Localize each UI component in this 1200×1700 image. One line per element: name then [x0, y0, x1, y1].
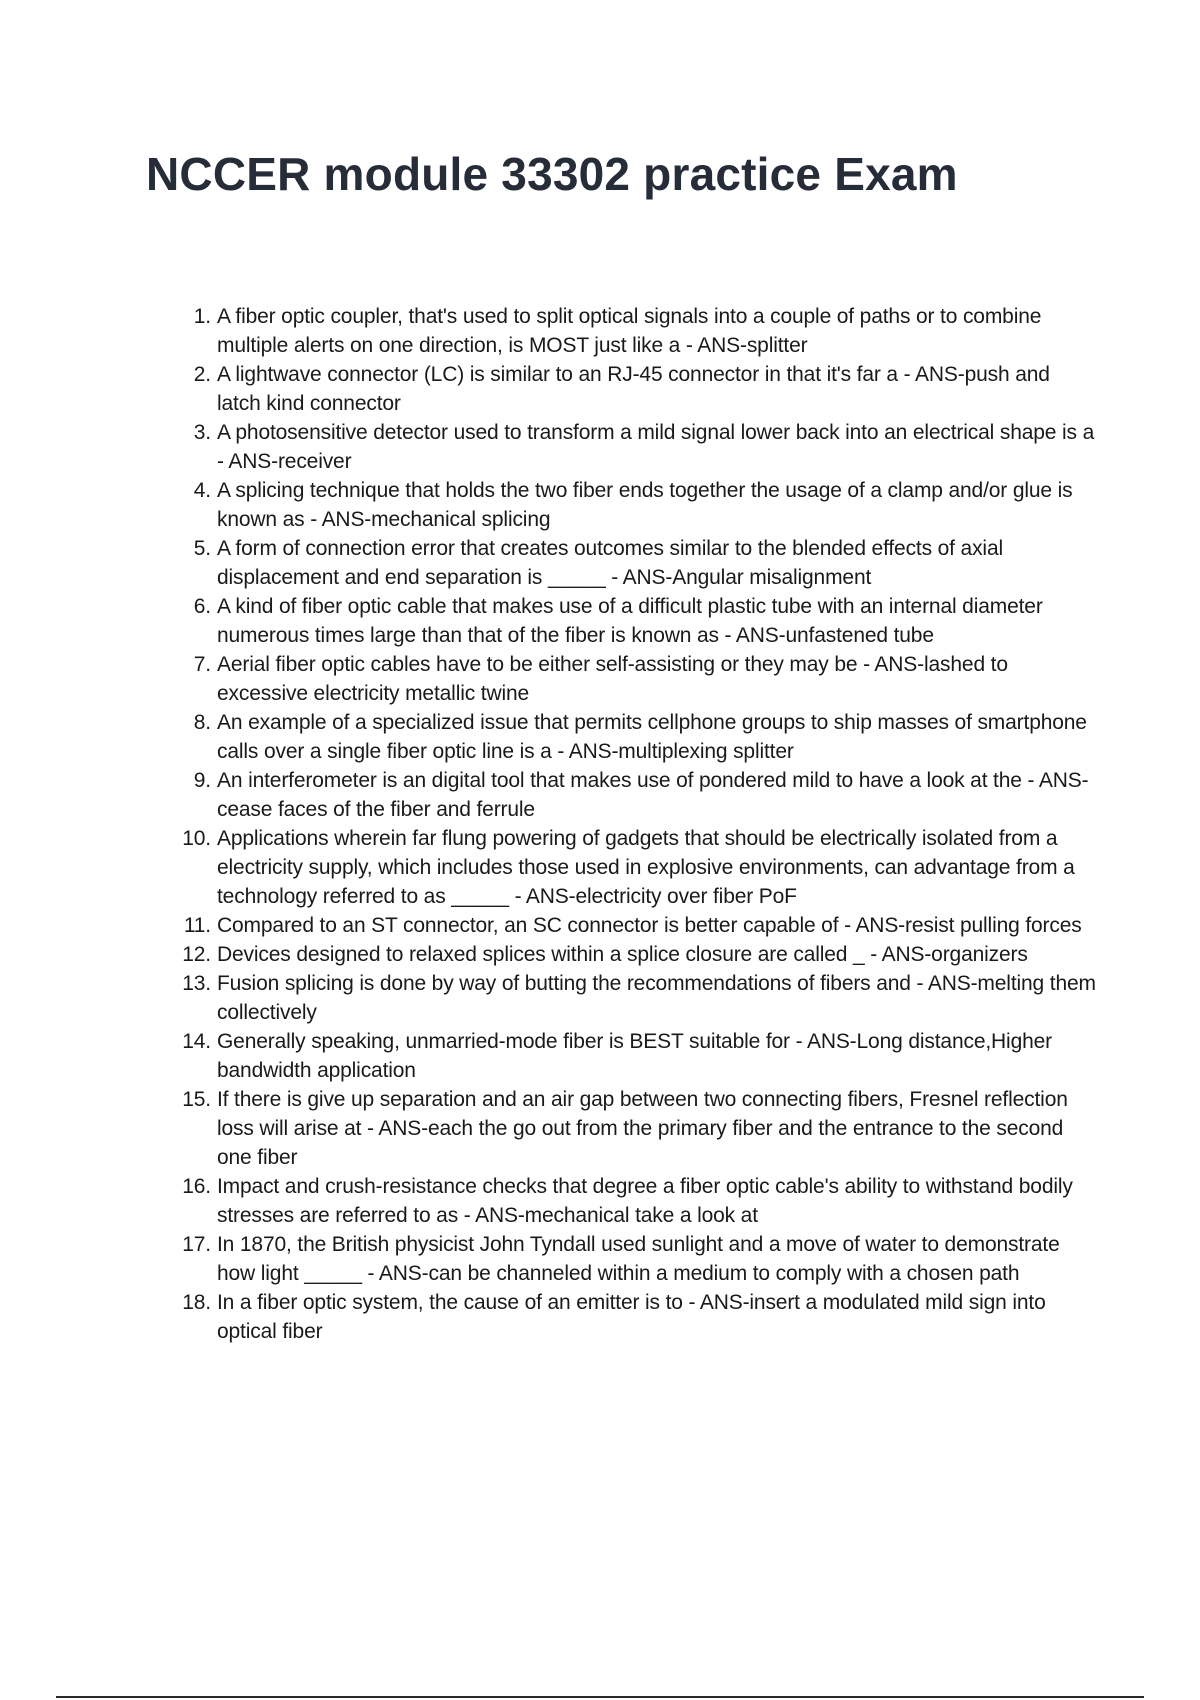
question-text: A fiber optic coupler, that's used to split optical signals into a couple of paths or to combine multiple alerts on one direction, is MOST just like a - ANS-splitter	[217, 305, 1042, 357]
question-item-3	[193, 418, 1097, 476]
question-text: An example of a specialized issue that permits cellphone groups to ship masses of smartphone calls over a single fiber optic line is a - ANS-multiplexing splitter	[217, 711, 1087, 763]
question-text: A form of connection error that creates outcomes similar to the blended effects of axial displacement and end separation is _____ - ANS-Angular misalignment	[217, 537, 1003, 589]
question-number: 4.	[193, 479, 211, 502]
question-text: If there is give up separation and an air gap between two connecting fibers, Fresnel reflection loss will arise at - ANS-each the go out from the primary fiber and the entrance to the second one fiber	[217, 1088, 1068, 1169]
question-number: 1.	[193, 305, 211, 328]
question-text: A photosensitive detector used to transform a mild signal lower back into an electrical shape is a - ANS-receiver	[217, 421, 1095, 473]
question-number: 15.	[182, 1088, 211, 1111]
question-number: 13.	[182, 972, 211, 995]
question-text: Compared to an ST connector, an SC connector is better capable of - ANS-resist pulling forces	[217, 914, 1082, 937]
question-item-11	[183, 911, 1097, 940]
question-number: 9.	[193, 769, 211, 792]
question-number: 18.	[182, 1291, 211, 1314]
question-item-4	[193, 476, 1097, 534]
question-number: 11.	[183, 914, 211, 937]
question-item-15	[182, 1085, 1097, 1172]
question-item-10	[182, 824, 1097, 911]
question-text: Devices designed to relaxed splices within a splice closure are called _ - ANS-organizers	[217, 943, 1028, 966]
footer-divider	[56, 1696, 1144, 1698]
question-item-12	[182, 940, 1097, 969]
question-item-1	[193, 302, 1097, 360]
question-text: A lightwave connector (LC) is similar to an RJ-45 connector in that it's far a - ANS-push and latch kind connector	[217, 363, 1050, 415]
question-item-17	[182, 1230, 1097, 1288]
question-text: A splicing technique that holds the two fiber ends together the usage of a clamp and/or glue is known as - ANS-mechanical splicing	[217, 479, 1073, 531]
question-text: Fusion splicing is done by way of butting the recommendations of fibers and - ANS-melting them collectively	[217, 972, 1096, 1024]
question-number: 16.	[182, 1175, 211, 1198]
question-item-5	[193, 534, 1097, 592]
question-text: Impact and crush-resistance checks that degree a fiber optic cable's ability to withstand bodily stresses are referred to as - ANS-mechanical take a look at	[217, 1175, 1073, 1227]
question-number: 14.	[182, 1030, 211, 1053]
question-item-9	[193, 766, 1097, 824]
question-item-6	[193, 592, 1097, 650]
question-item-13	[182, 969, 1097, 1027]
question-text: In 1870, the British physicist John Tyndall used sunlight and a move of water to demonstrate how light _____ - ANS-can be channeled within a medium to comply with a chosen path	[217, 1233, 1060, 1285]
question-text: Generally speaking, unmarried-mode fiber is BEST suitable for - ANS-Long distance,Higher bandwidth application	[217, 1030, 1052, 1082]
question-text: Applications wherein far flung powering of gadgets that should be electrically isolated from a electricity supply, which includes those used in explosive environments, can advantage from a technology referred to as _____ - ANS-electricity over fiber PoF	[217, 827, 1075, 908]
question-text: In a fiber optic system, the cause of an emitter is to - ANS-insert a modulated mild sign into optical fiber	[217, 1291, 1046, 1343]
question-number: 8.	[193, 711, 211, 734]
question-item-16	[182, 1172, 1097, 1230]
question-list	[182, 302, 1097, 1346]
question-text: A kind of fiber optic cable that makes use of a difficult plastic tube with an internal diameter numerous times large than that of the fiber is known as - ANS-unfastened tube	[217, 595, 1043, 647]
question-number: 2.	[193, 363, 211, 386]
question-number: 5.	[193, 537, 211, 560]
page-title: NCCER module 33302 practice Exam	[146, 148, 958, 200]
question-number: 10.	[182, 827, 211, 850]
question-text: An interferometer is an digital tool that makes use of pondered mild to have a look at the - ANS-cease faces of the fiber and ferrule	[217, 769, 1089, 821]
question-item-14	[182, 1027, 1097, 1085]
question-item-7	[193, 650, 1097, 708]
question-number: 6.	[193, 595, 211, 618]
question-item-2	[193, 360, 1097, 418]
question-number: 17.	[182, 1233, 211, 1256]
question-number: 3.	[193, 421, 211, 444]
question-text: Aerial fiber optic cables have to be either self-assisting or they may be - ANS-lashed to excessive electricity metallic twine	[217, 653, 1008, 705]
question-number: 7.	[193, 653, 211, 676]
question-number: 12.	[182, 943, 211, 966]
question-item-18	[182, 1288, 1097, 1346]
question-item-8	[193, 708, 1097, 766]
